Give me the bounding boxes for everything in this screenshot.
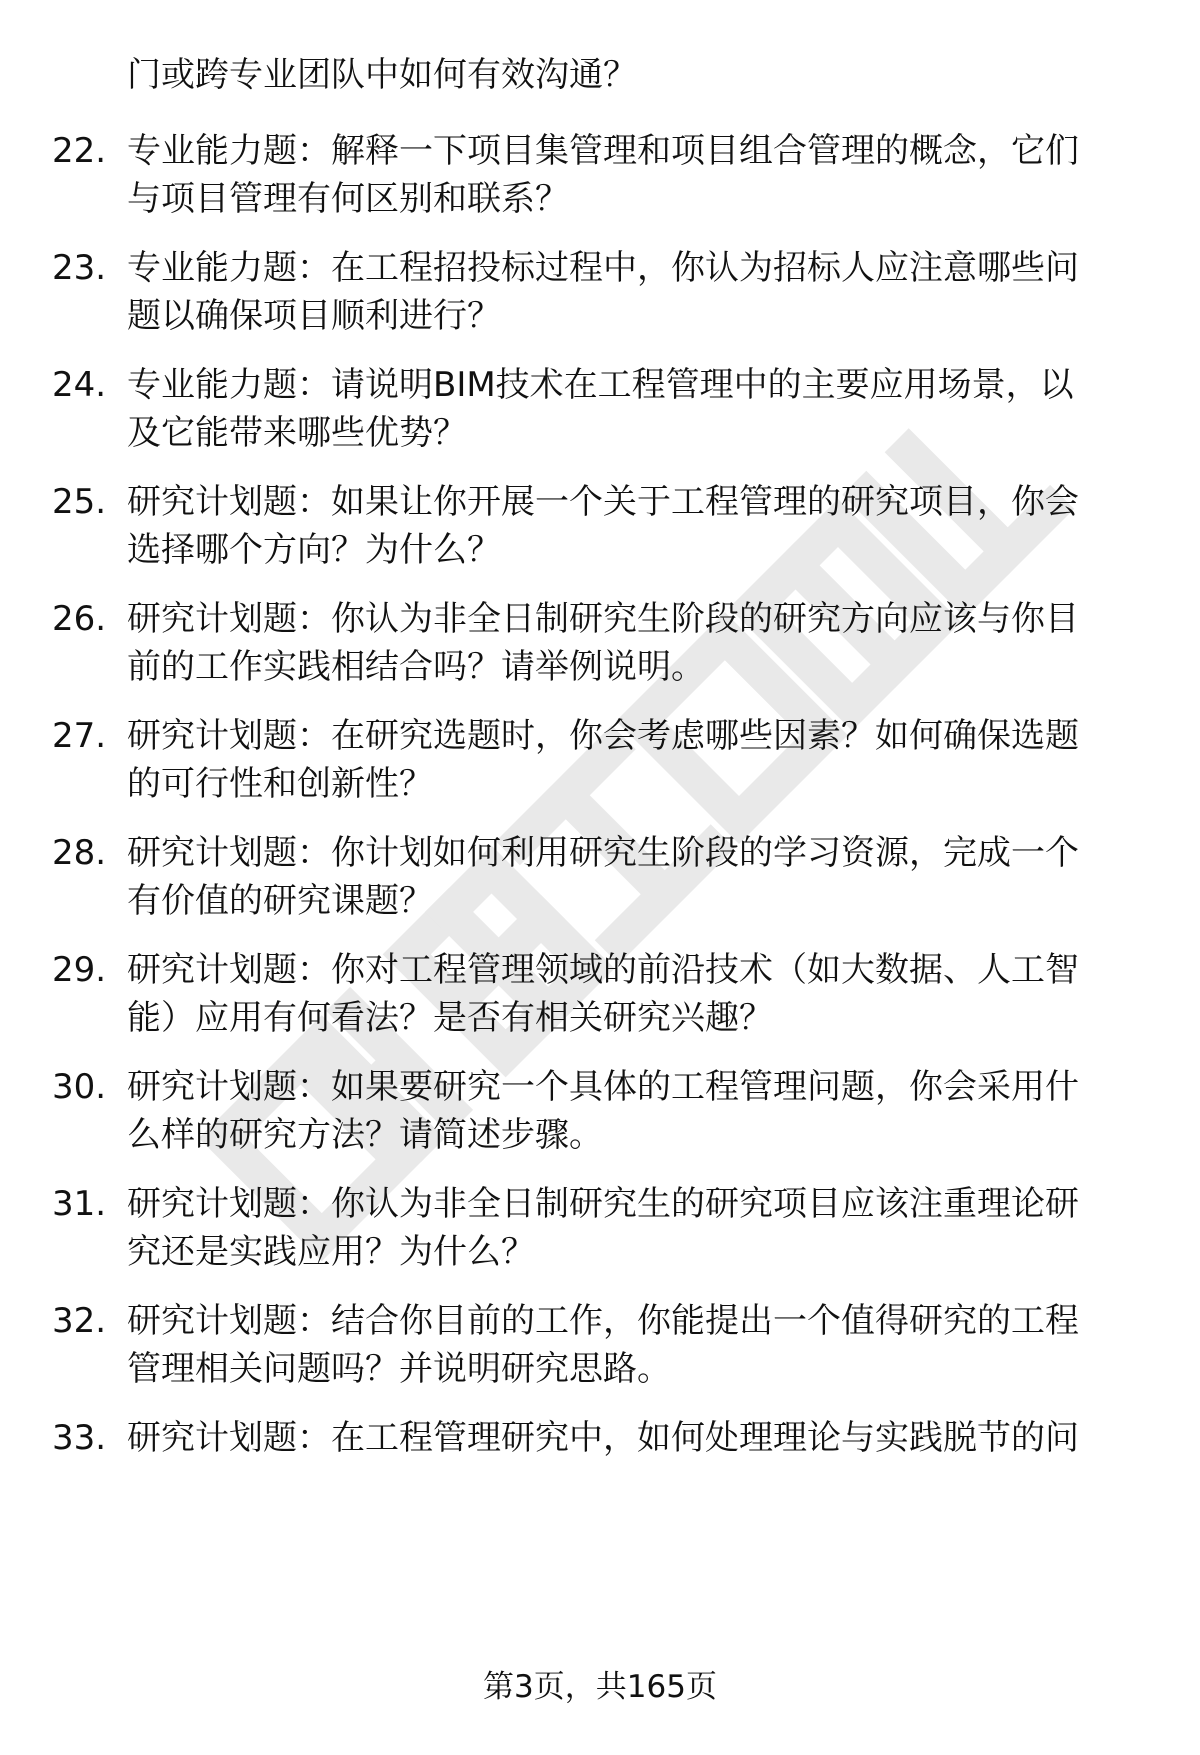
question-text-line: 专业能力题：解释一下项目集管理和项目组合管理的概念，它们 [127, 131, 1079, 171]
question-text-line: 研究计划题：你对工程管理领域的前沿技术（如大数据、人工智 [127, 950, 1079, 990]
question-text-line: 研究计划题：你计划如何利用研究生阶段的学习资源，完成一个 [127, 833, 1079, 873]
question-number: 33. [52, 1418, 107, 1458]
continuation-line: 门或跨专业团队中如何有效沟通？ [127, 55, 637, 95]
question-text-line: 么样的研究方法？请简述步骤。 [127, 1115, 603, 1155]
question-number: 26. [52, 599, 107, 639]
question-text-line: 前的工作实践相结合吗？请举例说明。 [127, 647, 705, 687]
question-text-line: 专业能力题：请说明BIM技术在工程管理中的主要应用场景，以 [127, 365, 1074, 405]
question-number: 31. [52, 1184, 107, 1224]
question-text-line: 题以确保项目顺利进行？ [127, 296, 501, 336]
question-text-line: 研究计划题：如果要研究一个具体的工程管理问题，你会采用什 [127, 1067, 1079, 1107]
question-text-line: 研究计划题：在研究选题时，你会考虑哪些因素？如何确保选题 [127, 716, 1079, 756]
question-text-line: 与项目管理有何区别和联系？ [127, 179, 569, 219]
question-text-line: 研究计划题：你认为非全日制研究生阶段的研究方向应该与你目 [127, 599, 1079, 639]
page-footer: 第3页，共165页 [483, 1669, 717, 1705]
question-number: 23. [52, 248, 107, 288]
question-number: 30. [52, 1067, 107, 1107]
question-number: 25. [52, 482, 107, 522]
question-text-line: 有价值的研究课题？ [127, 881, 433, 921]
question-number: 24. [52, 365, 107, 405]
question-text-line: 专业能力题：在工程招投标过程中，你认为招标人应注意哪些问 [127, 248, 1079, 288]
question-number: 28. [52, 833, 107, 873]
question-number: 32. [52, 1301, 107, 1341]
question-number: 29. [52, 950, 107, 990]
question-text-line: 研究计划题：如果让你开展一个关于工程管理的研究项目，你会 [127, 482, 1079, 522]
question-text-line: 管理相关问题吗？并说明研究思路。 [127, 1349, 671, 1389]
question-text-line: 能）应用有何看法？是否有相关研究兴趣？ [127, 998, 773, 1038]
question-text-line: 选择哪个方向？为什么？ [127, 530, 501, 570]
question-text-line: 研究计划题：你认为非全日制研究生的研究项目应该注重理论研 [127, 1184, 1079, 1224]
question-number: 27. [52, 716, 107, 756]
question-text-line: 研究计划题：结合你目前的工作，你能提出一个值得研究的工程 [127, 1301, 1079, 1341]
question-text-line: 及它能带来哪些优势？ [127, 413, 467, 453]
question-text-line: 研究计划题：在工程管理研究中，如何处理理论与实践脱节的问 [127, 1418, 1079, 1458]
question-text-line: 的可行性和创新性？ [127, 764, 433, 804]
question-text-line: 究还是实践应用？为什么？ [127, 1232, 535, 1272]
question-number: 22. [52, 131, 107, 171]
